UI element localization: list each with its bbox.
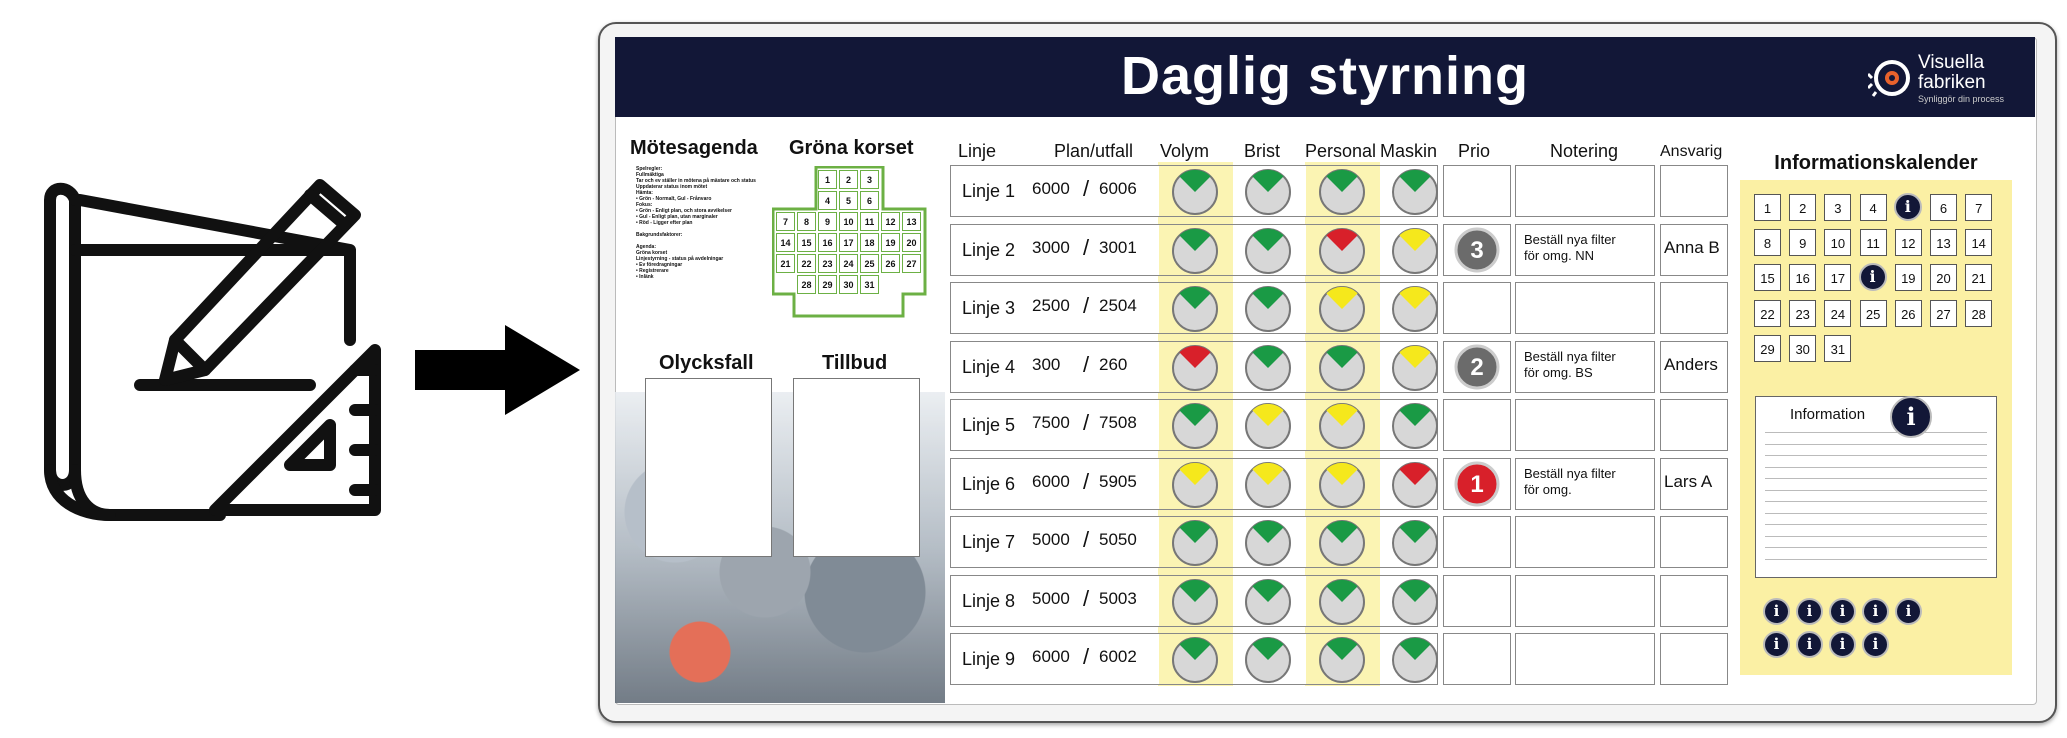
personal-status-dial[interactable] [1316, 634, 1368, 686]
header-plan: Plan/utfall [1054, 141, 1134, 161]
green-cross-day[interactable]: 7 [776, 212, 795, 231]
green-cross-day[interactable]: 16 [818, 233, 837, 252]
plan-separator: / [1083, 234, 1090, 260]
brist-status-dial[interactable] [1242, 342, 1294, 394]
green-cross-day[interactable]: 20 [902, 233, 921, 252]
header-brist: Brist [1244, 141, 1280, 161]
calendar-day[interactable]: 16 [1789, 264, 1816, 291]
plan-separator: / [1083, 468, 1090, 494]
olycksfall-title: Olycksfall [659, 352, 754, 374]
green-cross-day[interactable]: 14 [776, 233, 795, 252]
calendar-day[interactable]: 29 [1754, 335, 1781, 362]
green-cross [772, 166, 927, 318]
maskin-status-dial[interactable] [1389, 634, 1441, 686]
volym-status-dial[interactable] [1169, 225, 1221, 277]
loose-info-icon[interactable]: i [1829, 631, 1856, 658]
logo-line1: Visuella [1918, 52, 1985, 73]
right-arrow-icon [415, 325, 580, 415]
line-label: Linje 8 [962, 590, 1016, 611]
calendar-day[interactable]: 24 [1824, 300, 1851, 327]
prio-box[interactable] [1443, 165, 1511, 217]
line-label: Linje 7 [962, 532, 1016, 552]
line-label: Linje 2 [962, 239, 1016, 260]
utfall-value: 5905 [1099, 471, 1137, 491]
resp-box[interactable] [1660, 282, 1728, 334]
calendar-day[interactable]: 17 [1824, 264, 1851, 291]
calendar-day[interactable]: 28 [1965, 300, 1992, 327]
note-box[interactable] [1515, 575, 1655, 627]
green-cross-day[interactable]: 4 [818, 191, 837, 210]
volym-status-dial[interactable] [1169, 283, 1221, 335]
header-personal: Personal [1305, 141, 1377, 161]
calendar-day[interactable]: 9 [1789, 229, 1816, 256]
loose-info-icon[interactable]: i [1763, 598, 1790, 625]
plan-value: 6000 [1032, 471, 1070, 491]
calendar-day[interactable]: 7 [1965, 194, 1992, 221]
maskin-status-dial[interactable] [1389, 517, 1441, 569]
plan-separator: / [1083, 351, 1090, 377]
calendar-day[interactable]: 6 [1930, 194, 1957, 221]
green-cross-day[interactable]: 19 [881, 233, 900, 252]
board-title: Daglig styrning [1120, 46, 1530, 106]
green-cross-day[interactable]: 23 [818, 254, 837, 273]
green-cross-day[interactable]: 2 [839, 170, 858, 189]
tillbud-box[interactable] [793, 378, 920, 557]
svg-text:1: 1 [1470, 470, 1484, 498]
header-linje: Linje [958, 141, 997, 161]
green-cross-day[interactable]: 22 [797, 254, 816, 273]
brist-status-dial[interactable] [1242, 634, 1294, 686]
utfall-value: 2504 [1099, 296, 1137, 315]
header-maskin: Maskin [1380, 141, 1438, 161]
plan-value: 5000 [1032, 588, 1070, 608]
calendar-day[interactable]: 26 [1895, 300, 1922, 327]
line-label: Linje 5 [962, 415, 1016, 435]
maskin-status-dial[interactable] [1389, 400, 1441, 452]
green-cross-day[interactable]: 6 [860, 191, 879, 210]
calendar-info-icon[interactable]: i [1859, 263, 1887, 291]
calendar-day[interactable]: 25 [1860, 300, 1887, 327]
green-cross-day[interactable]: 12 [881, 212, 900, 231]
plan-separator: / [1083, 410, 1090, 435]
green-cross-day[interactable]: 29 [818, 275, 837, 294]
green-cross-day[interactable]: 15 [797, 233, 816, 252]
prio-badge [1454, 344, 1500, 390]
calendar-day[interactable]: 4 [1860, 194, 1887, 221]
resp-box[interactable] [1660, 575, 1728, 627]
information-ruled-line [1765, 432, 1987, 433]
calendar-day[interactable]: 12 [1895, 229, 1922, 256]
green-cross-border [772, 166, 927, 322]
loose-info-icon[interactable]: i [1862, 631, 1889, 658]
plan-value: 7500 [1032, 413, 1070, 432]
resp-box[interactable] [1660, 165, 1728, 217]
note-box[interactable] [1515, 165, 1655, 217]
calendar-day[interactable]: 22 [1754, 300, 1781, 327]
calendar-day[interactable]: 3 [1824, 194, 1851, 221]
agenda-title: Mötesagenda [630, 137, 758, 159]
personal-status-dial[interactable] [1316, 459, 1368, 511]
brand-logo [1868, 50, 2018, 106]
calendar-day[interactable]: 2 [1789, 194, 1816, 221]
loose-info-icon[interactable]: i [1895, 598, 1922, 625]
volym-status-dial[interactable] [1169, 634, 1221, 686]
calendar-day[interactable]: 19 [1895, 264, 1922, 291]
utfall-value: 5050 [1099, 530, 1137, 549]
personal-status-dial[interactable] [1316, 400, 1368, 452]
plan-separator: / [1083, 585, 1090, 611]
personal-status-dial[interactable] [1316, 225, 1368, 277]
volym-status-dial[interactable] [1169, 400, 1221, 452]
information-ruled-line [1765, 547, 1987, 548]
line-label: Linje 1 [962, 181, 1016, 201]
green-cross-day[interactable]: 24 [839, 254, 858, 273]
green-cross-day[interactable]: 21 [776, 254, 795, 273]
maskin-status-dial[interactable] [1389, 576, 1441, 628]
prio-box[interactable] [1443, 282, 1511, 334]
line-label: Linje 3 [962, 298, 1016, 318]
header-ansvarig: Ansvarig [1660, 143, 1723, 160]
information-ruled-line [1765, 524, 1987, 525]
information-ruled-line [1765, 467, 1987, 468]
maskin-status-dial[interactable] [1389, 166, 1441, 218]
loose-info-icon[interactable]: i [1796, 631, 1823, 658]
utfall-value: 6006 [1099, 179, 1137, 198]
eye-gear-icon [1868, 54, 1916, 102]
plan-separator: / [1083, 293, 1090, 318]
green-cross-title: Gröna korset [789, 137, 914, 159]
calendar-title: Informationskalender [1774, 152, 1978, 174]
plan-value: 5000 [1032, 530, 1070, 549]
brist-status-dial[interactable] [1242, 517, 1294, 569]
responsible-name: Anders [1664, 354, 1718, 374]
personal-status-dial[interactable] [1316, 517, 1368, 569]
prio-box[interactable] [1443, 633, 1511, 685]
svg-text:3: 3 [1470, 236, 1484, 264]
green-cross-day[interactable]: 5 [839, 191, 858, 210]
plan-value: 300 [1032, 354, 1061, 374]
green-cross-day[interactable]: 26 [881, 254, 900, 273]
logo-line2: fabriken [1918, 72, 1986, 93]
loose-info-icon[interactable]: i [1862, 598, 1889, 625]
green-cross-day[interactable]: 31 [860, 275, 879, 294]
volym-status-dial[interactable] [1169, 166, 1221, 218]
personal-status-dial[interactable] [1316, 283, 1368, 335]
note-text: Beställ nya filter för omg. [1524, 465, 1616, 497]
brist-status-dial[interactable] [1242, 225, 1294, 277]
information-ruled-line [1765, 536, 1987, 537]
calendar-day[interactable]: 23 [1789, 300, 1816, 327]
brist-status-dial[interactable] [1242, 400, 1294, 452]
calendar-day[interactable]: 10 [1824, 229, 1851, 256]
maskin-status-dial[interactable] [1389, 459, 1441, 511]
green-cross-day[interactable]: 11 [860, 212, 879, 231]
green-cross-day[interactable]: 13 [902, 212, 921, 231]
prio-badge [1454, 227, 1500, 273]
note-box[interactable] [1515, 282, 1655, 334]
volym-status-dial[interactable] [1169, 459, 1221, 511]
plan-separator: / [1083, 644, 1090, 669]
logo-tagline: Synliggör din process [1918, 94, 2005, 104]
green-cross-day[interactable]: 10 [839, 212, 858, 231]
information-icon: i [1890, 396, 1932, 438]
maskin-status-dial[interactable] [1389, 283, 1441, 335]
green-cross-day[interactable]: 27 [902, 254, 921, 273]
tillbud-title: Tillbud [822, 352, 888, 374]
personal-status-dial[interactable] [1316, 576, 1368, 628]
information-ruled-line [1765, 444, 1987, 445]
volym-status-dial[interactable] [1169, 342, 1221, 394]
personal-status-dial[interactable] [1316, 166, 1368, 218]
calendar-day[interactable]: 15 [1754, 264, 1781, 291]
utfall-value: 7508 [1099, 413, 1137, 432]
line-label: Linje 6 [962, 473, 1016, 494]
calendar-day[interactable]: 31 [1824, 335, 1851, 362]
loose-info-icon[interactable]: i [1829, 598, 1856, 625]
header-volym: Volym [1160, 141, 1210, 161]
line-label: Linje 4 [962, 356, 1016, 377]
green-cross-day[interactable]: 17 [839, 233, 858, 252]
loose-info-icon[interactable]: i [1796, 598, 1823, 625]
information-ruled-line [1765, 559, 1987, 560]
plan-value: 2500 [1032, 296, 1070, 315]
calendar-day[interactable]: 1 [1754, 194, 1781, 221]
plan-separator: / [1083, 527, 1090, 552]
responsible-name: Anna B [1664, 237, 1720, 257]
calendar-day[interactable]: 14 [1965, 229, 1992, 256]
brist-status-dial[interactable] [1242, 576, 1294, 628]
blueprint-pencil-ruler-icon [20, 170, 390, 540]
header-prio: Prio [1458, 141, 1491, 161]
calendar-day[interactable]: 8 [1754, 229, 1781, 256]
note-box[interactable] [1515, 633, 1655, 685]
loose-info-icon[interactable]: i [1763, 631, 1790, 658]
green-cross-day[interactable]: 28 [797, 275, 816, 294]
prio-box[interactable] [1443, 399, 1511, 451]
information-ruled-line [1765, 513, 1987, 514]
green-cross-day[interactable]: 8 [797, 212, 816, 231]
note-text: Beställ nya filter för omg. NN [1524, 231, 1616, 263]
plan-separator: / [1083, 176, 1090, 201]
note-box[interactable] [1515, 516, 1655, 568]
plan-value: 6000 [1032, 179, 1070, 198]
calendar-info-icon[interactable]: i [1894, 193, 1922, 221]
resp-box[interactable] [1660, 633, 1728, 685]
calendar-day[interactable]: 21 [1965, 264, 1992, 291]
calendar-day[interactable]: 20 [1930, 264, 1957, 291]
information-box[interactable] [1755, 396, 1997, 578]
green-cross-day[interactable]: 25 [860, 254, 879, 273]
green-cross-day[interactable]: 30 [839, 275, 858, 294]
utfall-value: 6002 [1099, 647, 1137, 666]
personal-status-dial[interactable] [1316, 342, 1368, 394]
utfall-value: 3001 [1099, 237, 1137, 257]
prio-box[interactable] [1443, 516, 1511, 568]
information-ruled-line [1765, 501, 1987, 502]
calendar-day[interactable]: 11 [1860, 229, 1887, 256]
note-box[interactable] [1515, 399, 1655, 451]
information-label: Information [1790, 406, 1866, 423]
note-text: Beställ nya filter för omg. BS [1524, 348, 1616, 380]
brist-status-dial[interactable] [1242, 166, 1294, 218]
plan-value: 6000 [1032, 647, 1070, 666]
resp-box[interactable] [1660, 399, 1728, 451]
utfall-value: 260 [1099, 354, 1128, 374]
line-label: Linje 9 [962, 649, 1016, 669]
prio-box[interactable] [1443, 575, 1511, 627]
calendar-day[interactable]: 13 [1930, 229, 1957, 256]
green-cross-day[interactable]: 9 [818, 212, 837, 231]
information-ruled-line [1765, 490, 1987, 491]
information-ruled-line [1765, 455, 1987, 456]
utfall-value: 5003 [1099, 588, 1137, 608]
brist-status-dial[interactable] [1242, 459, 1294, 511]
responsible-name: Lars A [1664, 471, 1713, 491]
resp-box[interactable] [1660, 516, 1728, 568]
agenda-text: Spelregler: Fullmäktiga Tar och ev ställer in mötena på mästare och status Uppdaterar status inom mötet Hämta: • Grön - Normalt, Gul - Frånvaro Fokus: • Grön - Enligt plan, och stora avvikelser • Gul - Enligt plan, utan marginaler • Röd - Ligger efter plan Bakgrundsfaktorer: Agenda: Gröna korset Linjestyrning - status på avdelningar • Ev föredragningar • Registrerare • Inlänk [636, 166, 756, 280]
prio-badge [1454, 461, 1500, 507]
plan-value: 3000 [1032, 237, 1070, 257]
svg-text:2: 2 [1470, 353, 1484, 381]
header-notering: Notering [1550, 141, 1619, 161]
olycksfall-box[interactable] [645, 378, 772, 557]
green-cross-day[interactable]: 18 [860, 233, 879, 252]
calendar-day[interactable]: 27 [1930, 300, 1957, 327]
brist-status-dial[interactable] [1242, 283, 1294, 335]
volym-status-dial[interactable] [1169, 576, 1221, 628]
calendar-day[interactable]: 30 [1789, 335, 1816, 362]
maskin-status-dial[interactable] [1389, 225, 1441, 277]
green-cross-day[interactable]: 1 [818, 170, 837, 189]
volym-status-dial[interactable] [1169, 517, 1221, 569]
green-cross-day[interactable]: 3 [860, 170, 879, 189]
information-ruled-line [1765, 478, 1987, 479]
maskin-status-dial[interactable] [1389, 342, 1441, 394]
